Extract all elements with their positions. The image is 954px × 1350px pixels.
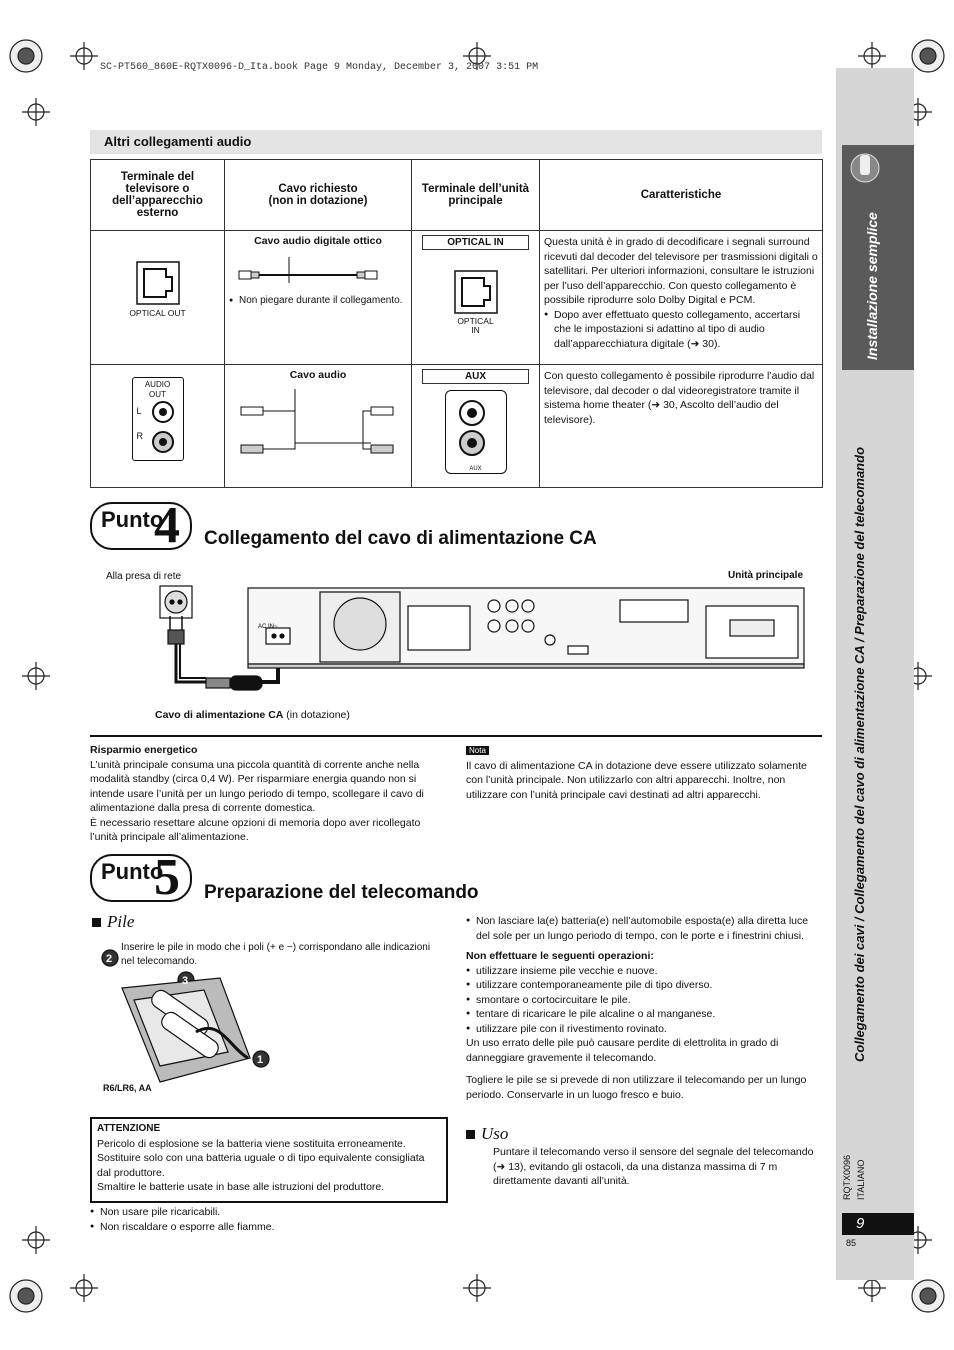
table-header-row xyxy=(91,160,823,231)
audio-out-panel xyxy=(132,377,184,461)
cell-cable xyxy=(225,365,412,488)
section-heading: Altri collegamenti audio xyxy=(104,134,252,149)
note-text: Il cavo di alimentazione CA in dotazione deve essere utilizzato solamente con l’unità principale. Non utilizzarlo con altri apparecchi. Inoltre, non utilizzare con l’unità principale cavi destinati ad altri apparecchi. xyxy=(466,759,807,801)
list-item: ● tentare di ricaricare le pile alcaline o al manganese. xyxy=(466,1007,818,1022)
uso-text: Puntare il telecomando verso il sensore del segnale del telecomando (➜ 13), evitando gli ostacoli, da una distanza massima di 7 m direttamente davanti all’unità. xyxy=(493,1146,814,1187)
power-cable-label-bold: Cavo di alimentazione CA xyxy=(155,709,284,721)
step4-pill xyxy=(90,497,192,554)
energy-saving-text-2: È necessario resettare alcune opzioni di memoria dopo aver ricollegato l’unità principale all’alimentazione. xyxy=(90,816,421,843)
uso-heading xyxy=(466,1124,508,1144)
cell-features xyxy=(540,231,823,365)
optical-port-icon xyxy=(136,261,180,305)
step4-punto-label: Punto xyxy=(101,507,164,532)
cell-cable xyxy=(225,231,412,365)
cable-note: ● Non piegare durante il collegamento. xyxy=(229,294,407,308)
note-block xyxy=(466,743,816,802)
energy-saving-text: L’unità principale consuma una piccola quantità di corrente anche nella modalità standby (circa 0,4 W). Per risparmiare energia quando non si intende usare l’unità per un lungo periodo di tempo, scollegare il cavo di alimentazione dalla presa di corrente domestica. xyxy=(90,758,424,814)
energy-saving-title: Risparmio energetico xyxy=(90,744,198,756)
cell-tv-terminal xyxy=(91,231,225,365)
pile-heading xyxy=(92,912,134,932)
cell-features xyxy=(540,365,823,488)
aux-label: AUX xyxy=(469,466,482,472)
unit-terminal-box: AUX xyxy=(422,369,529,384)
step4-number: 4 xyxy=(154,497,180,554)
connection-table xyxy=(90,159,823,488)
outlet-label: Alla presa di rete xyxy=(106,571,182,582)
operations-title: Non effettuare le seguenti operazioni: xyxy=(466,950,654,962)
print-header: SC-PT560_860E-RQTX0096-D_Ita.book Page 9 Monday, December 3, 2007 3:51 PM xyxy=(100,62,539,73)
square-bullet-icon xyxy=(92,918,101,927)
step5-pill xyxy=(90,849,192,906)
cell-unit-terminal xyxy=(412,231,540,365)
table-row xyxy=(91,365,823,488)
svg-text:3: 3 xyxy=(182,975,189,987)
section-heading-bar xyxy=(90,130,822,154)
ac-in-label: AC IN~ xyxy=(258,624,278,630)
cable-title: Cavo audio digitale ottico xyxy=(254,235,382,247)
list-item: ● utilizzare contemporaneamente pile di tipo diverso. xyxy=(466,978,818,993)
divider xyxy=(90,735,822,737)
aux-jacks-icon xyxy=(450,397,500,459)
step5-badge xyxy=(90,849,190,906)
battery-right-column xyxy=(466,914,818,1102)
step5-punto-label: Punto xyxy=(101,859,164,884)
warning-text: Pericolo di esplosione se la batteria viene sostituita erroneamente. Sostituire solo con una batteria uguale o di tipo equivalente consigliata dal produttore. Smaltire le batterie usate in base alle istruzioni del produttore. xyxy=(97,1137,425,1193)
operations-list xyxy=(466,964,818,1037)
step5-number: 5 xyxy=(154,849,180,906)
note-badge: Nota xyxy=(466,746,489,755)
header-unit-terminal: Terminale dell’unità principale xyxy=(412,160,540,231)
cell-unit-terminal xyxy=(412,365,540,488)
pile-instruction: Inserire le pile in modo che i poli (+ e −) corrispondano alle indicazioni nel telecomando. xyxy=(121,942,431,967)
tv-terminal-label: OPTICAL OUT xyxy=(129,308,186,318)
power-connection-diagram xyxy=(150,582,820,702)
cell-tv-terminal xyxy=(91,365,225,488)
channel-l-label: L xyxy=(136,406,142,416)
power-cable-label-rest: (in dotazione) xyxy=(283,709,350,721)
uso-heading-text: Uso xyxy=(481,1124,509,1143)
list-item: ● utilizzare insieme pile vecchie e nuove. xyxy=(466,964,818,979)
square-bullet-icon xyxy=(466,1130,475,1139)
model-code: RQTX0096 xyxy=(842,1154,852,1200)
energy-saving-block xyxy=(90,743,450,845)
list-item: ● Non riscaldare o esporre alle fiamme. xyxy=(90,1220,440,1235)
step5-title: Preparazione del telecomando xyxy=(204,882,479,903)
language-label: ITALIANO xyxy=(856,1159,866,1200)
step4-title: Collegamento del cavo di alimentazione CA xyxy=(204,528,597,549)
cable-title: Cavo audio xyxy=(289,369,347,381)
vertical-page-title: Collegamento dei cavi / Collegamento del cavo di alimentazione CA / Preparazione del telecomando xyxy=(852,446,867,1062)
audio-cable-icon xyxy=(229,385,397,465)
svg-text:1: 1 xyxy=(257,1054,264,1066)
battery-left-bullets xyxy=(90,1205,440,1234)
aux-panel xyxy=(445,390,507,474)
rca-jacks-icon xyxy=(147,400,179,456)
warning-box xyxy=(90,1117,448,1203)
features-text: Questa unità è in grado di decodificare i segnali surround ricevuti dal decoder del televisore per trasmissioni digitali o satellitari. Per ulteriori informazioni, consultare le istruzioni per l’uso dell’apparecchio. Con questo collegamento è possibile riprodurre solo Dolby Digital e PCM. xyxy=(544,236,818,306)
plug-icon xyxy=(848,149,882,187)
list-item: ● utilizzare pile con il rivestimento rovinato. xyxy=(466,1022,818,1037)
header-tv-terminal: Terminale del televisore o dell’apparecchio esterno xyxy=(91,160,225,231)
svg-text:2: 2 xyxy=(106,953,113,965)
optical-in-port-icon xyxy=(454,270,498,314)
sidebar-section-tab xyxy=(842,145,914,370)
warning-title: ATTENZIONE xyxy=(97,1123,161,1134)
list-item: ● Non usare pile ricaricabili. xyxy=(90,1205,440,1220)
unit-label: Unità principale xyxy=(728,570,804,581)
sub-page-number: 85 xyxy=(846,1238,857,1248)
unit-terminal-box: OPTICAL IN xyxy=(422,235,529,250)
features-text: Con questo collegamento è possibile riprodurre l’audio dal televisore, dal decoder o dal videoregistratore tramite il sistema home theater (➜ 30, Ascolto dell’audio del televisore). xyxy=(544,370,815,426)
table-row xyxy=(91,231,823,365)
car-warning-bullet: ● Non lasciare la(e) batteria(e) nell’automobile esposta(e) alla diretta luce del sole per un lungo periodo di tempo, con le porte e i finestrini chiusi. xyxy=(466,914,818,943)
remote-battery-illustration xyxy=(100,948,280,1086)
page-number: 9 xyxy=(856,1215,865,1232)
features-bullet: ● Dopo aver effettuato questo collegamento, accertarsi che le impostazioni si adattino al tipo di audio dall’apparecchiatura digitale (➜ 30). xyxy=(544,308,818,352)
audio-out-label: AUDIO OUT xyxy=(144,380,171,399)
power-cable-label xyxy=(155,708,350,723)
remove-batteries-text: Togliere le pile se si prevede di non utilizzare il telecomando per un lungo periodo. Conservarle in un luogo fresco e buio. xyxy=(466,1074,807,1101)
page-number-box xyxy=(842,1213,914,1235)
header-features: Caratteristiche xyxy=(540,160,823,231)
section-tab-label: Installazione semplice xyxy=(864,212,880,360)
header-cable: Cavo richiesto (non in dotazione) xyxy=(225,160,412,231)
pile-heading-text: Pile xyxy=(107,912,135,931)
battery-type-label: R6/LR6, AA xyxy=(103,1083,152,1093)
unit-terminal-label: OPTICAL IN xyxy=(457,316,494,335)
channel-r-label: R xyxy=(136,431,143,441)
operations-after: Un uso errato delle pile può causare perdite di elettrolita in grado di danneggiare gravemente il telecomando. xyxy=(466,1037,779,1064)
optical-cable-icon xyxy=(229,251,397,291)
step4-badge xyxy=(90,497,190,554)
list-item: ● smontare o cortocircuitare le pile. xyxy=(466,993,818,1008)
